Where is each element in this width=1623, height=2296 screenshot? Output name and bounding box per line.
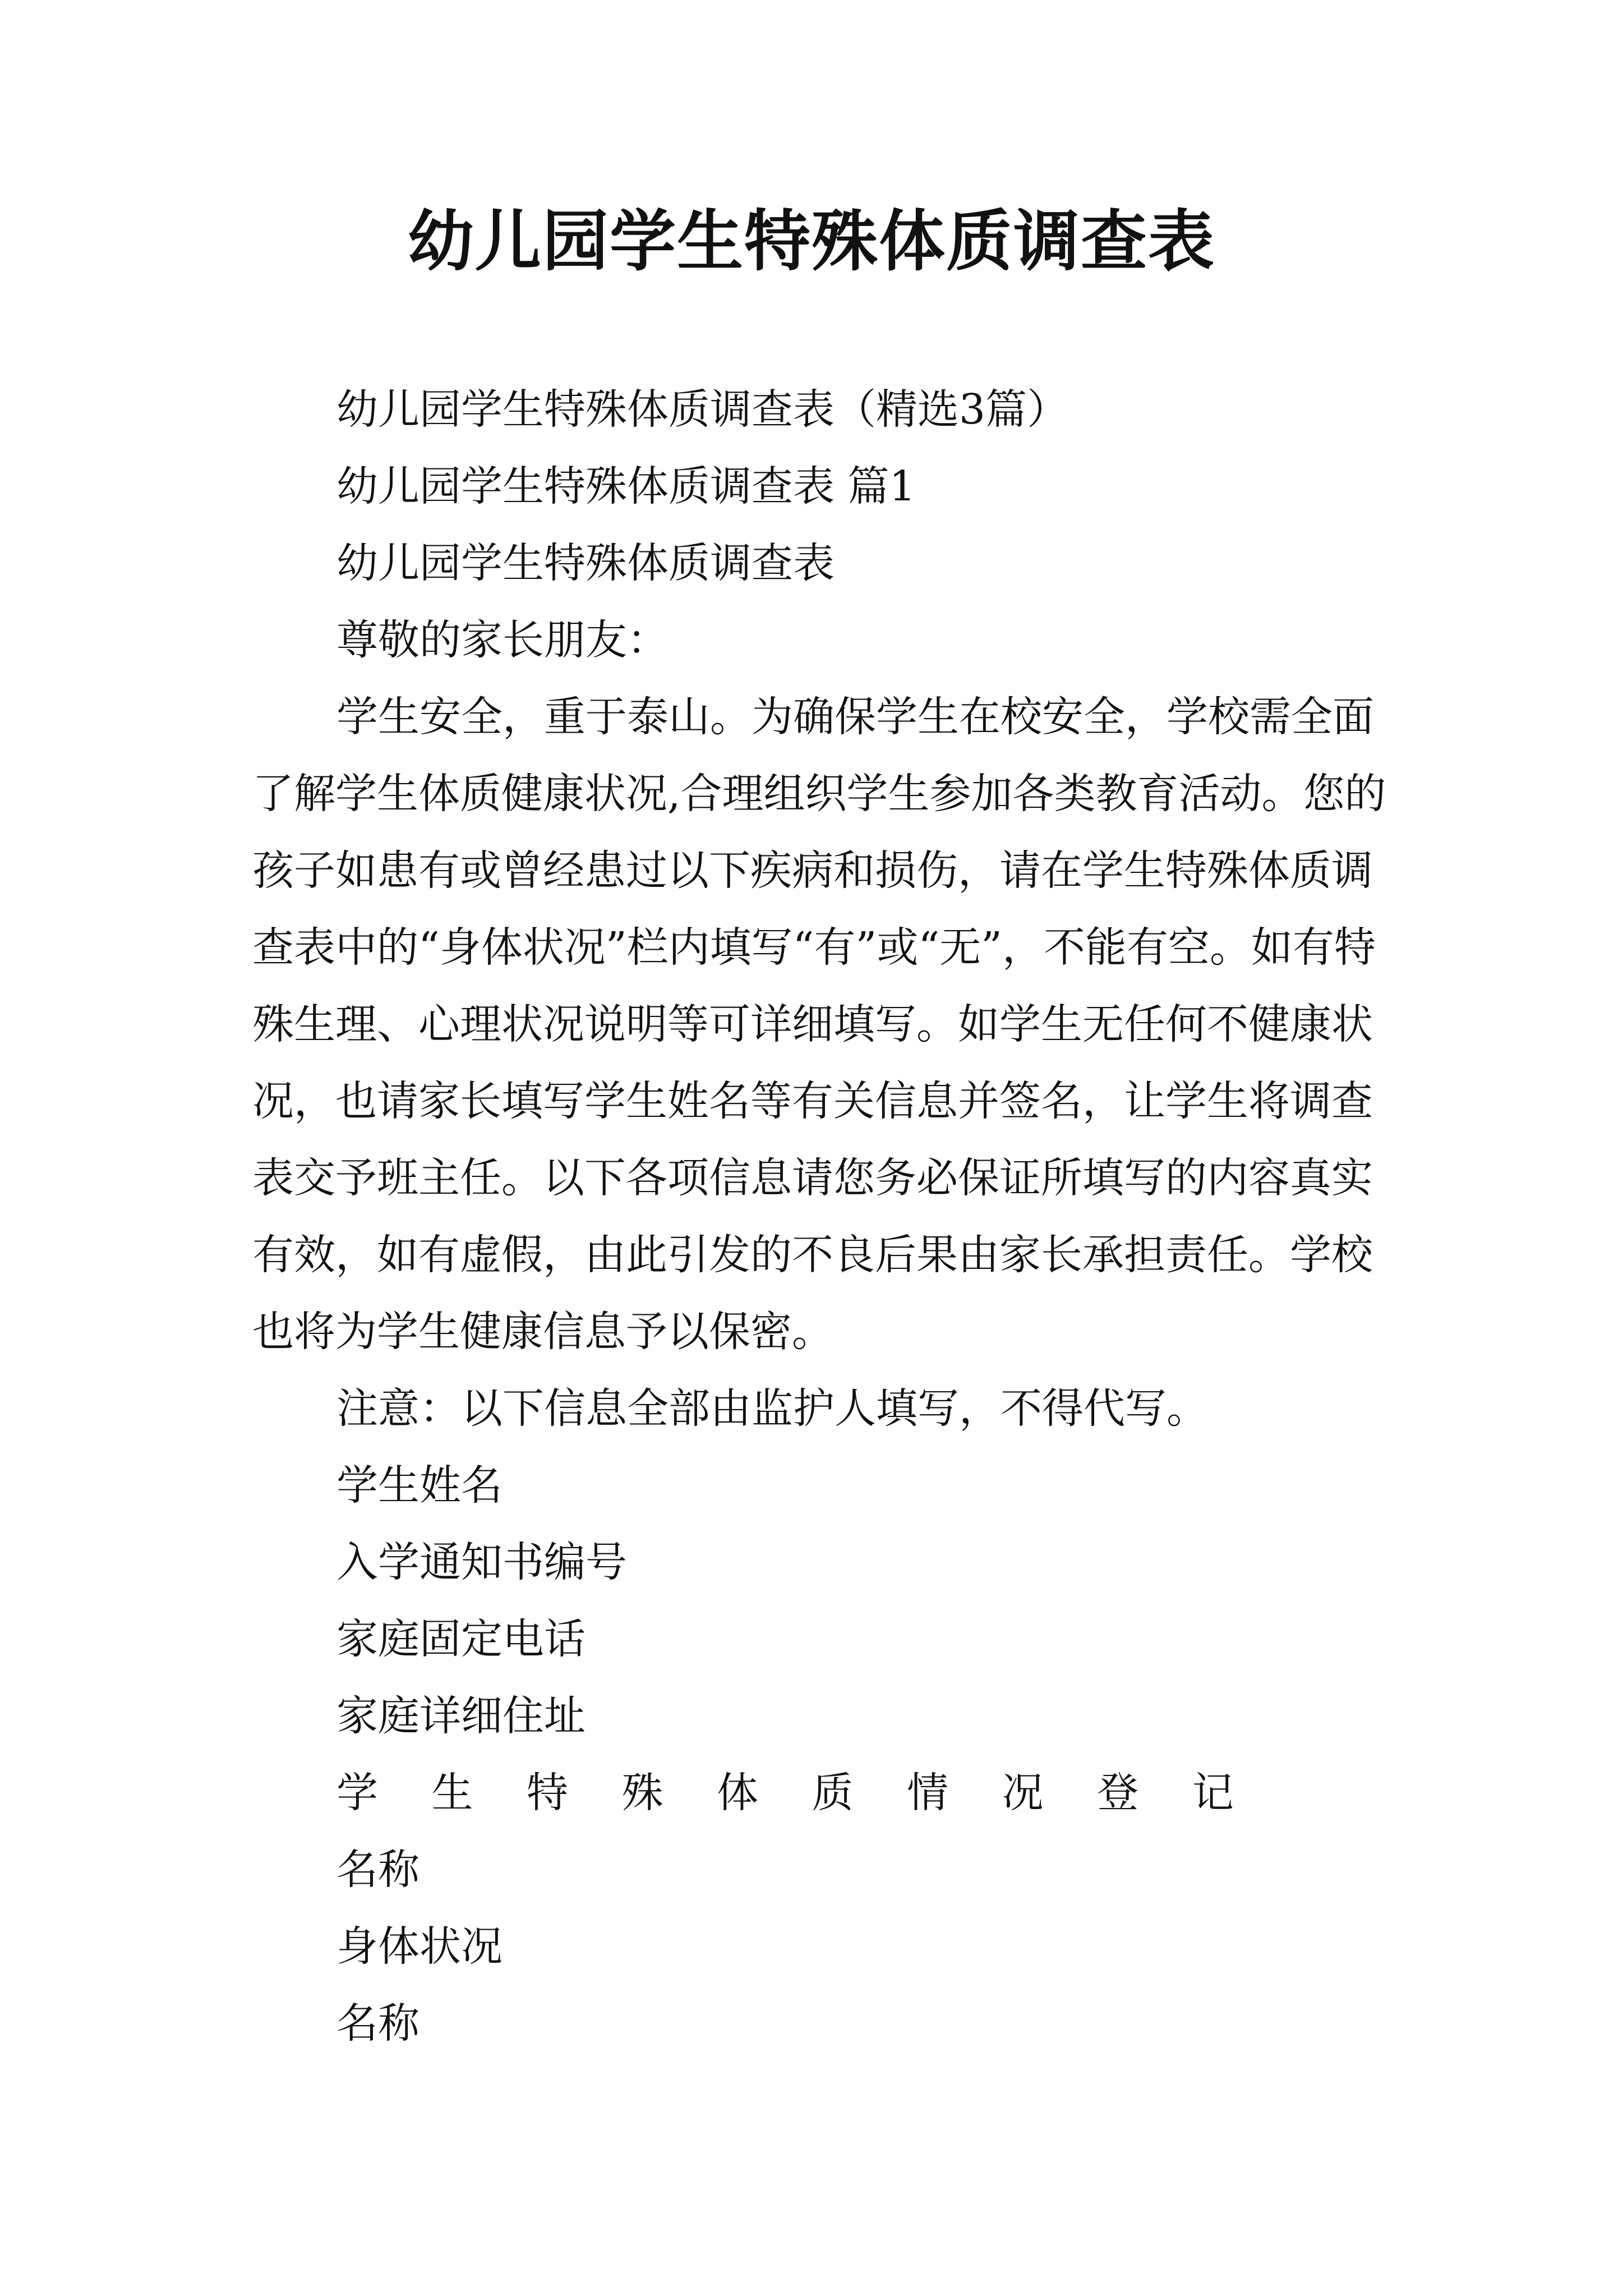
salutation: 尊敬的家长朋友：: [336, 616, 668, 664]
field-physical-condition: 身体状况: [336, 1922, 502, 1971]
field-home-address: 家庭详细住址: [336, 1692, 585, 1740]
subtitle-selection: 幼儿园学生特殊体质调查表（精选3篇）: [336, 385, 1069, 434]
section-heading: 幼儿园学生特殊体质调查表 篇1: [336, 462, 916, 510]
intro-paragraph: 学生安全，重于泰山。为确保学生在校安全，学校需全面了解学生体质健康状况,合理组织学生参加各类教育活动。您的孩子如患有或曾经患过以下疾病和损伤，请在学生特殊体质调查表中的“身体状况”栏内填写“有”或“无”，不能有空。如有特殊生理、心理状况说明等可详细填写。如学生无任何不健康状况，也请家长填写学生姓名等有关信息并签名，让学生将调查表交予班主任。以下各项信息请您务必保证所填写的内容真实有效，如有虚假，由此引发的不良后果由家长承担责任。学校也将为学生健康信息予以保密。: [252, 693, 1386, 1356]
form-title: 幼儿园学生特殊体质调查表: [336, 539, 834, 587]
document-title: 幼儿园学生特殊体质调查表: [407, 202, 1215, 280]
field-name-label: 名称: [336, 1846, 419, 1894]
field-home-phone: 家庭固定电话: [336, 1615, 585, 1663]
document-body: [252, 371, 1391, 2062]
field-admission-number: 入学通知书编号: [336, 1538, 627, 1586]
field-student-name: 学生姓名: [336, 1461, 502, 1510]
notice-line: 注意：以下信息全部由监护人填写，不得代写。: [336, 1384, 1208, 1433]
registration-heading: 学 生 特 殊 体 质 情 况 登 记: [336, 1769, 1234, 1817]
field-name-label-2: 名称: [336, 1999, 419, 2047]
